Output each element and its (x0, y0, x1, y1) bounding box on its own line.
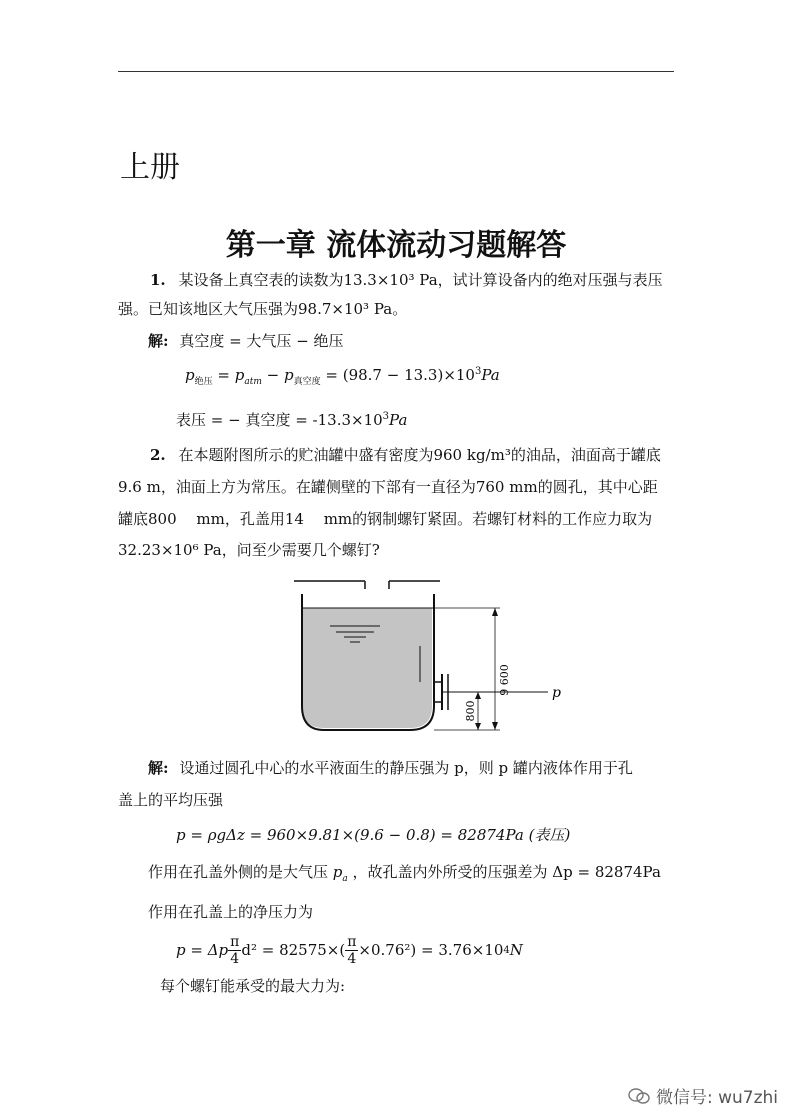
f1-sub-abs: 绝压 (194, 377, 213, 387)
f1-rhs: = (98.7 − 13.3)×10 (320, 366, 475, 384)
outside-pressure-line (148, 862, 661, 889)
f2-unit: Pa (389, 411, 408, 429)
f1-unit: Pa (481, 366, 500, 384)
solution-1-line (148, 331, 344, 351)
wechat-watermark (628, 1083, 778, 1108)
volume-heading: 上册 (120, 150, 180, 185)
f1-eq: = (212, 366, 235, 384)
f4-fraction-1 (228, 934, 241, 967)
outside-text-b: ，故孔盖内外所受的压强差为 Δp = 82874Pa (347, 863, 661, 881)
f4-four-1: 4 (230, 950, 240, 967)
f2-text: 表压 = − 真空度 = -13.3×10 (176, 411, 383, 429)
f4-unit: N (509, 941, 523, 959)
problem-2-line-3: 罐底800 mm，孔盖用14 mm的钢制螺钉紧固。若螺钉材料的工作应力取为 (118, 510, 653, 528)
formula-static-pressure: p = ρgΔz = 960×9.81×(9.6 − 0.8) = 82874Pa (表压) (176, 826, 571, 844)
problem-1-line-1 (150, 270, 663, 290)
outside-symbol-p: p (332, 863, 343, 881)
f4-lhs: p = Δp (176, 941, 229, 959)
problem-1-text-1: 某设备上真空表的读数为13.3×10³ Pa，试计算设备内的绝对压强与表压 (178, 271, 663, 289)
solution-1-text: 真空度 = 大气压 − 绝压 (179, 332, 344, 350)
top-rule (118, 71, 674, 72)
f1-minus: − (261, 366, 284, 384)
problem-2-line-4: 32.23×10⁶ Pa，问至少需要几个螺钉? (118, 541, 380, 559)
dim-label-800: 800 (464, 700, 477, 722)
f4-pi-2: π (347, 933, 357, 950)
max-force-line: 每个螺钉能承受的最大力为: (160, 977, 346, 995)
solution-2-line-2: 盖上的平均压强 (118, 791, 224, 809)
problem-1-line-2: 强。已知该地区大气压强为98.7×10³ Pa。 (118, 300, 408, 318)
problem-2-number: 2. (150, 446, 166, 464)
watermark-text: 微信号: wu7zhi (655, 1088, 778, 1108)
f4-fraction-2 (345, 934, 358, 967)
f4-exp: 4 (503, 944, 510, 956)
f2-exp: 3 (382, 411, 390, 422)
solution-1-label: 解: (148, 332, 169, 350)
solution-2-label: 解: (148, 759, 169, 777)
f4-four-2: 4 (347, 950, 357, 967)
f4-pi-1: π (230, 933, 240, 950)
f4-mid: d² = 82575×( (241, 941, 346, 959)
f1-exp: 3 (474, 366, 482, 377)
f1-symbol-p-vac: p (283, 366, 294, 384)
problem-2-line-2: 9.6 m，油面上方为常压。在罐侧壁的下部有一直径为760 mm的圆孔，其中心距 (118, 478, 658, 496)
solution-2-text-1: 设通过圆孔中心的水平液面生的静压强为 p，则 p 罐内液体作用于孔 (179, 759, 633, 777)
f1-sub-vac: 真空度 (293, 377, 321, 387)
chapter-title: 第一章 流体流动习题解答 (225, 228, 567, 263)
problem-1-number: 1. (150, 271, 166, 289)
outside-text-a: 作用在孔盖外侧的是大气压 (148, 863, 333, 881)
f1-symbol-p-atm: p (234, 366, 245, 384)
f1-symbol-p: p (185, 366, 195, 384)
wechat-icon (628, 1087, 650, 1105)
f4-tail: ×0.76²) = 3.76×10 (358, 941, 504, 959)
problem-2-text-1: 在本题附图所示的贮油罐中盛有密度为960 kg/m³的油品，油面高于罐底 (178, 446, 661, 464)
formula-gauge-pressure (176, 409, 407, 430)
formula-net-force (176, 928, 523, 972)
formula-absolute-pressure (185, 366, 500, 387)
net-force-line: 作用在孔盖上的净压力为 (148, 903, 314, 921)
pressure-label-p: p (552, 685, 561, 701)
oil-tank-figure (290, 576, 570, 736)
problem-2-line-1 (150, 445, 661, 465)
outside-sub-a: a (342, 874, 348, 884)
solution-2-line-1 (148, 758, 633, 778)
f1-sub-atm: atm (244, 377, 262, 387)
dim-label-9600: 9 600 (498, 664, 511, 696)
